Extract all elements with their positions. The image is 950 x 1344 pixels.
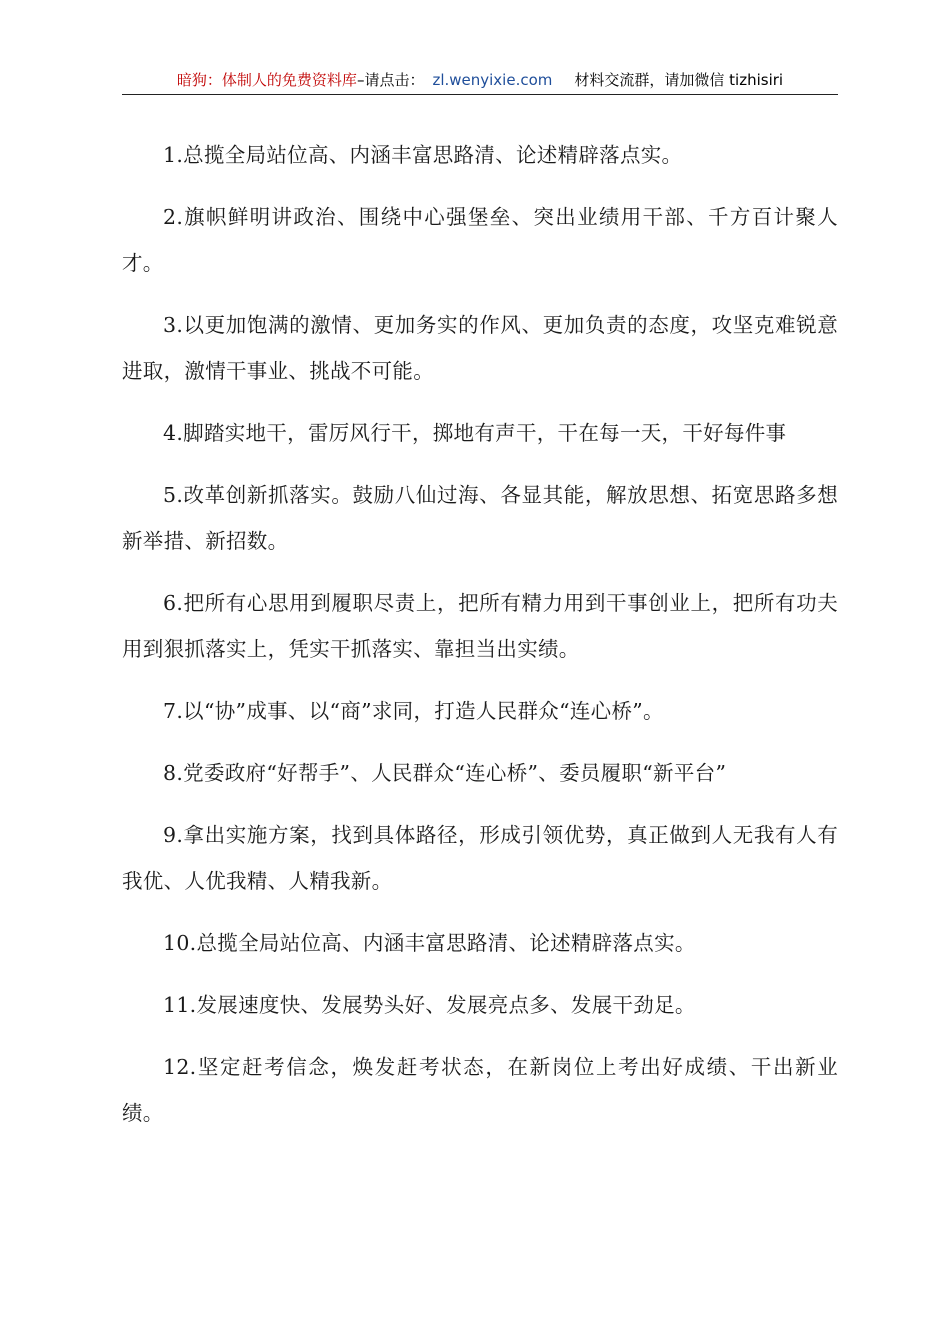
paragraph: 5.改革创新抓落实。鼓励八仙过海、各显其能，解放思想、拓宽思路多想新举措、新招数。: [122, 483, 838, 553]
paragraph: 12.坚定赶考信念，焕发赶考状态，在新岗位上考出好成绩、干出新业绩。: [122, 1055, 838, 1125]
header-cta: –请点击：: [356, 71, 425, 89]
header-group-note: 材料交流群，请加微信 tizhisiri: [574, 71, 784, 89]
header-link[interactable]: zl.wenyixie.com: [432, 71, 553, 89]
paragraph: 6.把所有心思用到履职尽责上，把所有精力用到干事创业上，把所有功夫用到狠抓落实上，凭实干抓落实、靠担当出实绩。: [122, 591, 838, 661]
paragraph: 8.党委政府“好帮手”、人民群众“连心桥”、委员履职“新平台”: [163, 761, 727, 785]
paragraph: 11.发展速度快、发展势头好、发展亮点多、发展干劲足。: [163, 993, 696, 1017]
document-body: [122, 132, 838, 1152]
paragraph: 1.总揽全局站位高、内涵丰富思路清、论述精辟落点实。: [163, 143, 683, 167]
page-header: [122, 66, 838, 95]
paragraph: 10.总揽全局站位高、内涵丰富思路清、论述精辟落点实。: [163, 931, 696, 955]
paragraph: 9.拿出实施方案，找到具体路径，形成引领优势，真正做到人无我有人有我优、人优我精、人精我新。: [122, 823, 838, 893]
header-brand: 暗狗：体制人的免费资料库: [176, 71, 357, 89]
paragraph: 4.脚踏实地干，雷厉风行干，掷地有声干，干在每一天，干好每件事: [163, 421, 787, 445]
paragraph: 3.以更加饱满的激情、更加务实的作风、更加负责的态度，攻坚克难锐意进取，激情干事业、挑战不可能。: [122, 313, 838, 383]
paragraph: 2.旗帜鲜明讲政治、围绕中心强堡垒、突出业绩用干部、千方百计聚人才。: [122, 205, 838, 275]
paragraph: 7.以“协”成事、以“商”求同，打造人民群众“连心桥”。: [163, 699, 664, 723]
